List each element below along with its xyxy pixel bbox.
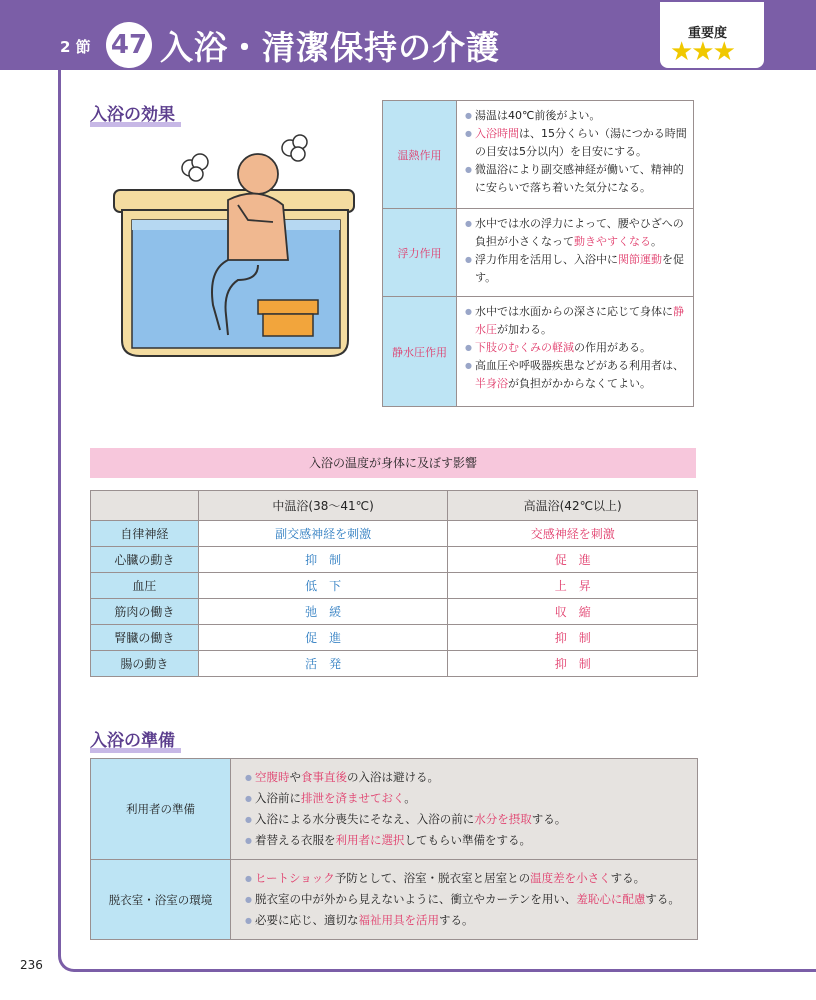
effect-item: ● 浮力作用を活用し、入浴中に関節運動を促す。 bbox=[465, 251, 688, 287]
row-label: 腸の動き bbox=[91, 651, 199, 677]
mid-value: 副交感神経を刺激 bbox=[198, 521, 448, 547]
preparation-table bbox=[90, 758, 698, 940]
prep-items bbox=[231, 860, 698, 940]
preparation-title: 入浴の準備 bbox=[90, 726, 175, 751]
importance-label: 重要度 bbox=[688, 26, 728, 41]
table-row bbox=[91, 599, 698, 625]
page-number: 236 bbox=[20, 958, 43, 972]
effect-items bbox=[457, 101, 694, 209]
prep-item: ● 空腹時や食事直後の入浴は避ける。 bbox=[245, 767, 691, 788]
mid-value: 促 進 bbox=[198, 625, 448, 651]
importance-box bbox=[660, 2, 764, 68]
effect-item: ● 湯温は40℃前後がよい。 bbox=[465, 107, 688, 125]
high-value: 交感神経を刺激 bbox=[448, 521, 698, 547]
temperature-bar-title: 入浴の温度が身体に及ぼす影響 bbox=[90, 448, 696, 478]
page-title: 入浴・清潔保持の介護 bbox=[160, 28, 500, 67]
effect-label: 浮力作用 bbox=[383, 209, 457, 297]
effect-items bbox=[457, 297, 694, 407]
table-row bbox=[91, 547, 698, 573]
temperature-table bbox=[90, 490, 698, 677]
mid-value: 抑 制 bbox=[198, 547, 448, 573]
effect-item: ● 微温浴により副交感神経が働いて、精神的に安らいで落ち着いた気分になる。 bbox=[465, 161, 688, 197]
effects-title: 入浴の効果 bbox=[90, 100, 175, 125]
prep-label: 脱衣室・浴室の環境 bbox=[91, 860, 231, 940]
effect-label: 温熱作用 bbox=[383, 101, 457, 209]
effect-items bbox=[457, 209, 694, 297]
high-value: 収 縮 bbox=[448, 599, 698, 625]
effect-item: ● 水中では水面からの深さに応じて身体に静水圧が加わる。 bbox=[465, 303, 688, 339]
chapter-number: 47 bbox=[106, 22, 152, 68]
col-header-high: 高温浴(42℃以上) bbox=[448, 491, 698, 521]
importance-stars: ★★★ bbox=[670, 37, 734, 67]
corner-cell bbox=[91, 491, 199, 521]
prep-item: ● 入浴前に排泄を済ませておく。 bbox=[245, 788, 691, 809]
effect-item: ● 下肢のむくみの軽減の作用がある。 bbox=[465, 339, 688, 357]
prep-item: ● ヒートショック予防として、浴室・脱衣室と居室との温度差を小さくする。 bbox=[245, 868, 691, 889]
effect-item: ● 水中では水の浮力によって、腰やひざへの負担が小さくなって動きやすくなる。 bbox=[465, 215, 688, 251]
high-value: 上 昇 bbox=[448, 573, 698, 599]
high-value: 促 進 bbox=[448, 547, 698, 573]
section-label: 2 節 bbox=[60, 38, 91, 56]
high-value: 抑 制 bbox=[448, 651, 698, 677]
table-row bbox=[91, 651, 698, 677]
prep-item: ● 脱衣室の中が外から見えないように、衝立やカーテンを用い、羞恥心に配慮する。 bbox=[245, 889, 691, 910]
chapter-header bbox=[0, 0, 816, 70]
row-label: 腎臓の働き bbox=[91, 625, 199, 651]
prep-item: ● 入浴による水分喪失にそなえ、入浴の前に水分を摂取する。 bbox=[245, 809, 691, 830]
bath-illustration bbox=[108, 130, 370, 362]
high-value: 抑 制 bbox=[448, 625, 698, 651]
col-header-mid: 中温浴(38〜41℃) bbox=[198, 491, 448, 521]
effects-table bbox=[382, 100, 694, 407]
effect-label: 静水圧作用 bbox=[383, 297, 457, 407]
effect-item: ● 入浴時間は、15分くらい（湯につかる時間の目安は5分以内）を目安にする。 bbox=[465, 125, 688, 161]
mid-value: 活 発 bbox=[198, 651, 448, 677]
table-row bbox=[91, 625, 698, 651]
effect-item: ● 高血圧や呼吸器疾患などがある利用者は、半身浴が負担がかからなくてよい。 bbox=[465, 357, 688, 393]
prep-item: ● 必要に応じ、適切な福祉用具を活用する。 bbox=[245, 910, 691, 931]
prep-label: 利用者の準備 bbox=[91, 759, 231, 860]
mid-value: 弛 緩 bbox=[198, 599, 448, 625]
row-label: 自律神経 bbox=[91, 521, 199, 547]
row-label: 筋肉の働き bbox=[91, 599, 199, 625]
table-row bbox=[91, 521, 698, 547]
table-row bbox=[91, 573, 698, 599]
row-label: 血圧 bbox=[91, 573, 199, 599]
row-label: 心臓の動き bbox=[91, 547, 199, 573]
prep-item: ● 着替える衣服を利用者に選択してもらい準備をする。 bbox=[245, 830, 691, 851]
mid-value: 低 下 bbox=[198, 573, 448, 599]
prep-items bbox=[231, 759, 698, 860]
